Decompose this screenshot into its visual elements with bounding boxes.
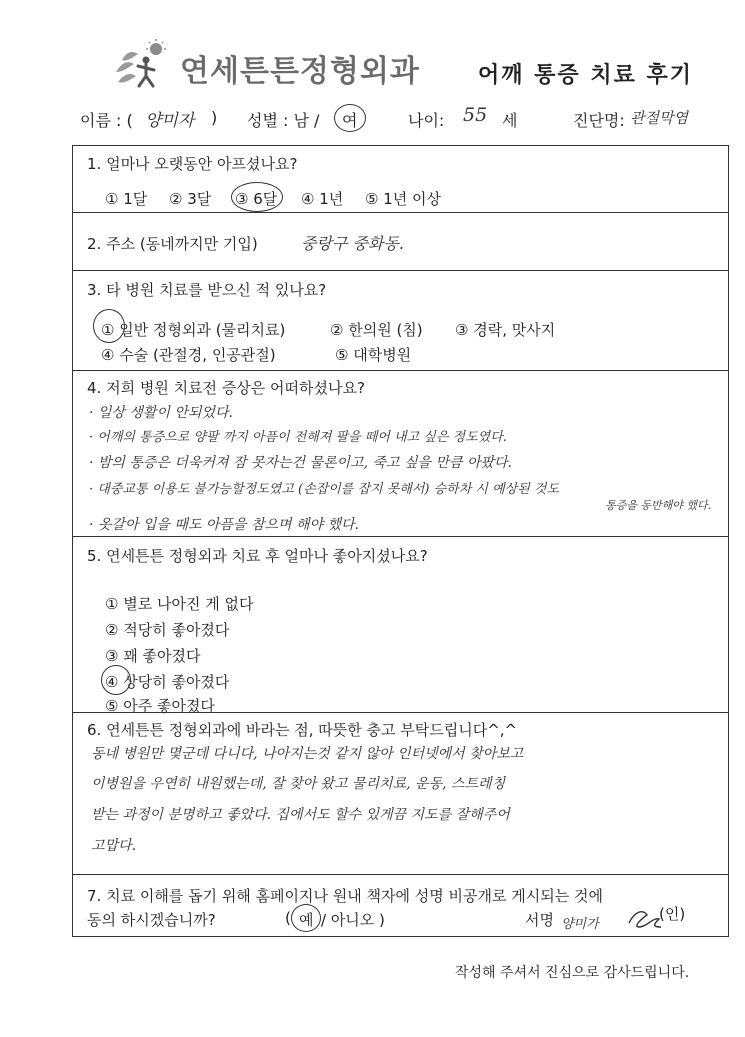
q6-answer-line-2[interactable]: 이병원을 우연히 내원했는데, 잘 찾아 왔고 물리치료, 운동, 스트레칭 bbox=[91, 776, 506, 792]
age-label: 나이: bbox=[408, 111, 445, 130]
question-6-section bbox=[73, 712, 728, 874]
question-2-text: 2. 주소 (동네까지만 기입) bbox=[87, 235, 258, 253]
q3-option-1[interactable]: ① 일반 정형외과 (물리치료) bbox=[101, 321, 286, 339]
signature-label: 서명 bbox=[525, 911, 554, 929]
q5-option-1[interactable]: ① 별로 나아진 게 없다 bbox=[105, 595, 254, 613]
q4-answer-line-6[interactable]: · 옷갈아 입을 때도 아픔을 참으며 해야 했다. bbox=[89, 517, 359, 533]
gender-label: 성별 : 남 / bbox=[247, 111, 320, 130]
question-5-section bbox=[73, 536, 728, 715]
q3-option-3[interactable]: ③ 경락, 맛사지 bbox=[455, 321, 556, 339]
question-4-text: 4. 저희 병원 치료전 증상은 어떠하셨나요? bbox=[87, 379, 365, 397]
survey-form bbox=[72, 145, 729, 937]
clinic-logo bbox=[108, 38, 438, 90]
q3-option-5[interactable]: ⑤ 대학병원 bbox=[335, 346, 412, 364]
q1-option-2[interactable]: ② 3달 bbox=[169, 190, 212, 208]
question-1-section bbox=[73, 146, 728, 212]
q7-open-paren: ( bbox=[285, 909, 291, 927]
q6-answer-line-3[interactable]: 받는 과정이 분명하고 좋았다. 집에서도 할수 있게끔 지도를 잘해주어 bbox=[91, 807, 510, 823]
q6-answer-line-4[interactable]: 고맙다. bbox=[91, 838, 137, 854]
question-7-section bbox=[73, 874, 728, 938]
q5-option-2[interactable]: ② 적당히 좋아졌다 bbox=[105, 621, 230, 639]
q1-option-3[interactable]: ③ 6달 bbox=[235, 190, 278, 208]
page-title: 어깨 통증 치료 후기 bbox=[478, 63, 693, 88]
q5-option-5[interactable]: ⑤ 아주 좋아졌다 bbox=[105, 697, 215, 715]
q2-answer[interactable]: 중랑구 중화동. bbox=[301, 234, 404, 253]
name-close: ) bbox=[211, 108, 218, 127]
question-4-section bbox=[73, 370, 728, 536]
seal-mark: (인) bbox=[659, 905, 686, 923]
question-3-section bbox=[73, 270, 728, 370]
question-7-text-line-2: 동의 하시겠습니까? bbox=[87, 911, 216, 929]
signature-name[interactable]: 양미가 bbox=[561, 917, 599, 932]
q1-option-4[interactable]: ④ 1년 bbox=[301, 190, 344, 208]
q3-option-4[interactable]: ④ 수술 (관절경, 인공관절) bbox=[101, 346, 276, 364]
footer-thanks: 작성해 주셔서 진심으로 감사드립니다. bbox=[455, 965, 690, 981]
name-value[interactable]: 양미자 bbox=[145, 111, 195, 131]
q3-selection-circle-icon bbox=[93, 309, 125, 343]
q4-answer-line-2[interactable]: · 어깨의 통증으로 양팔 까지 아픔이 전해져 팔을 떼어 내고 싶은 정도였다. bbox=[89, 430, 507, 445]
question-1-text: 1. 얼마나 오랫동안 아프셨나요? bbox=[87, 155, 298, 173]
q1-option-1[interactable]: ① 1달 bbox=[105, 190, 148, 208]
question-6-text: 6. 연세튼튼 정형외과에 바라는 점, 따뜻한 충고 부탁드립니다^,^ bbox=[87, 721, 518, 739]
name-label: 이름 : ( bbox=[80, 111, 133, 130]
question-2-section bbox=[73, 212, 728, 270]
q4-answer-line-1[interactable]: · 일상 생활이 안되었다. bbox=[89, 405, 233, 421]
q4-answer-line-4[interactable]: · 대중교통 이용도 불가능할정도였고 (손잡이를 잡지 못해서) 승하차 시 예상된 것도 bbox=[89, 482, 560, 497]
q7-selection-circle-icon bbox=[291, 904, 321, 932]
age-value[interactable]: 55 bbox=[463, 104, 488, 126]
question-5-text: 5. 연세튼튼 정형외과 치료 후 얼마나 좋아지셨나요? bbox=[87, 547, 428, 565]
q5-option-3[interactable]: ③ 꽤 좋아졌다 bbox=[105, 647, 201, 665]
q5-option-4[interactable]: ④ 상당히 좋아졌다 bbox=[105, 673, 230, 691]
q3-option-2[interactable]: ② 한의원 (침) bbox=[330, 321, 423, 339]
diagnosis-value[interactable]: 관절막염 bbox=[630, 109, 688, 127]
q5-selection-circle-icon bbox=[101, 665, 131, 695]
q1-selection-circle-icon bbox=[231, 182, 283, 212]
question-7-text-line-1: 7. 치료 이해를 돕기 위해 홈페이지나 원내 책자에 성명 비공개로 게시되는 것에 bbox=[87, 887, 603, 905]
gender-selected[interactable]: 여 bbox=[342, 111, 358, 130]
q4-answer-line-3[interactable]: · 밤의 통증은 더욱커져 잠 못자는건 물론이고, 죽고 싶을 만큼 아팠다. bbox=[89, 455, 512, 471]
q6-answer-line-1[interactable]: 동네 병원만 몇군데 다니다, 나아지는것 같지 않아 인터넷에서 찾아보고 bbox=[91, 746, 524, 762]
q4-answer-line-5[interactable]: 통증을 동반해야 했다. bbox=[605, 499, 712, 512]
question-3-text: 3. 타 병원 치료를 받으신 적 있나요? bbox=[87, 281, 327, 299]
logo-text: 연세튼튼정형외과 bbox=[180, 54, 420, 89]
gender-selection-circle-icon bbox=[334, 104, 366, 132]
q7-no-option[interactable]: / 아니오 ) bbox=[321, 911, 385, 929]
diagnosis-label: 진단명: bbox=[573, 111, 625, 130]
q1-option-5[interactable]: ⑤ 1년 이상 bbox=[365, 190, 441, 208]
age-unit: 세 bbox=[502, 111, 518, 130]
logo-emblem-icon bbox=[108, 38, 178, 90]
q7-yes-option[interactable]: 예 bbox=[299, 911, 314, 929]
